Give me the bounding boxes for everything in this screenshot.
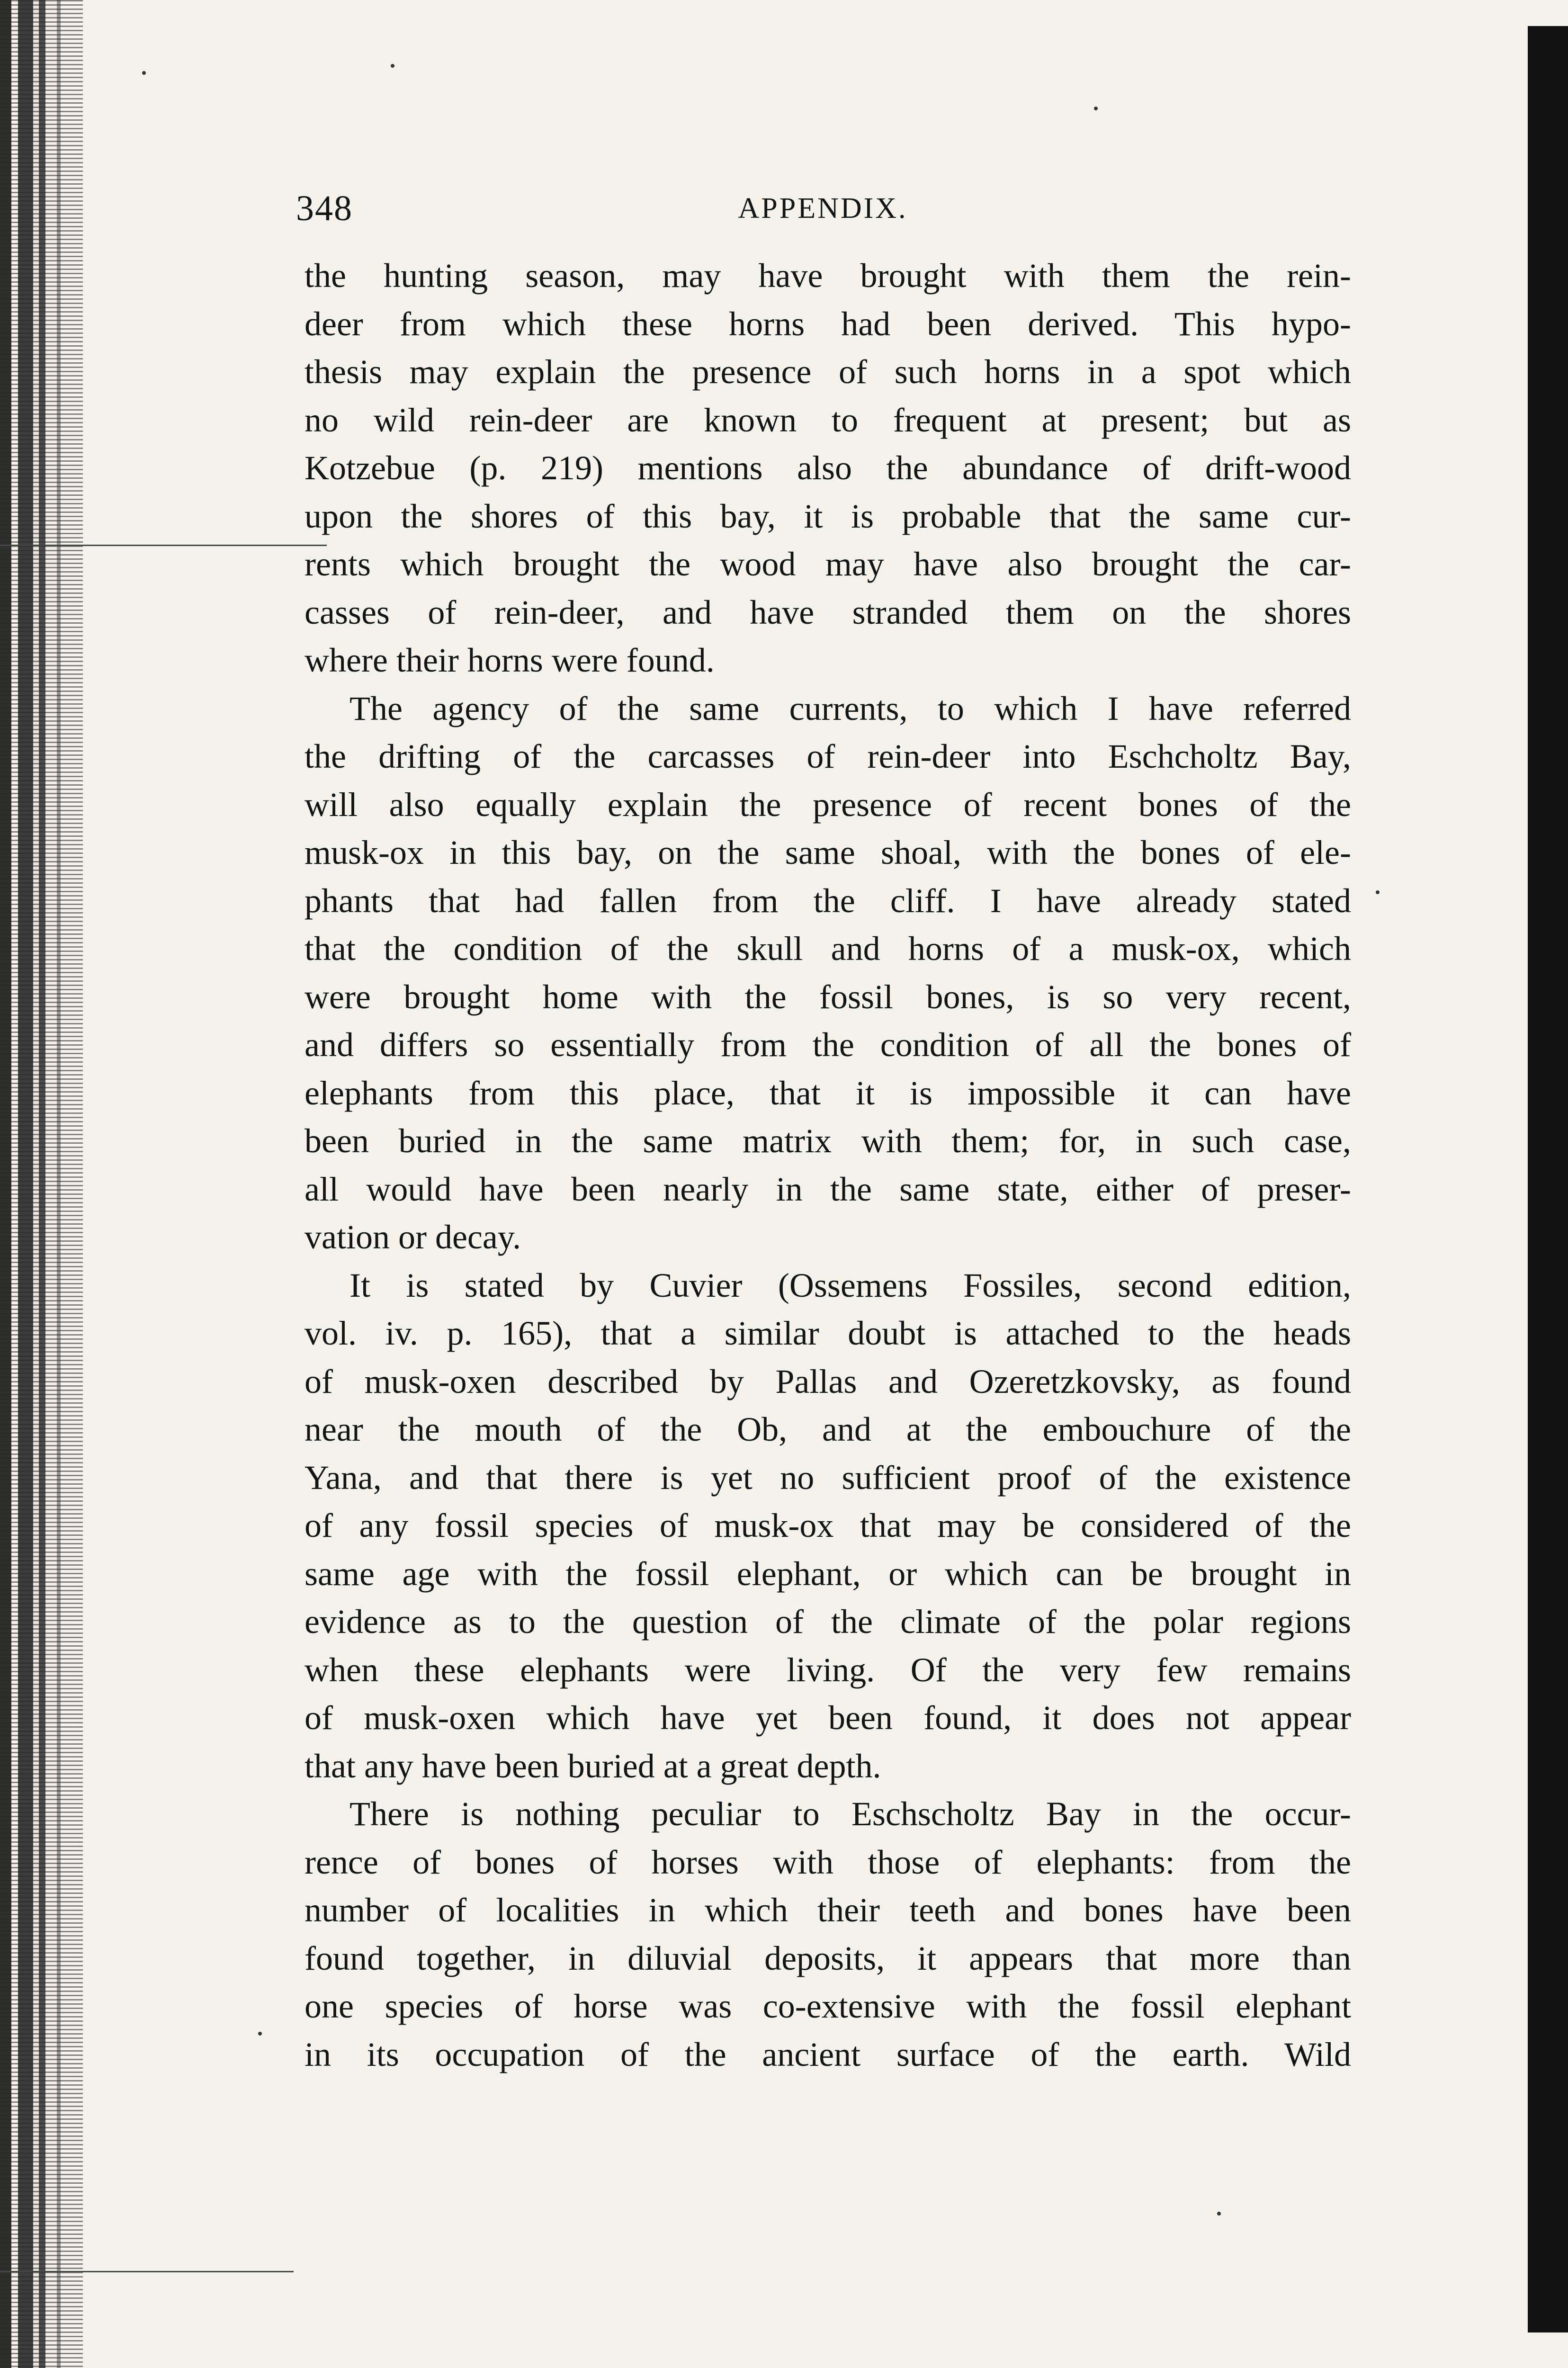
text-line: one species of horse was co-extensive with the fossil elephant <box>305 1987 1351 2025</box>
text-line: rents which brought the wood may have also brought the car- <box>305 545 1351 583</box>
text-line: same age with the fossil elephant, or which can be brought in <box>305 1554 1351 1593</box>
text-line: The agency of the same currents, to which I have referred <box>349 689 1351 727</box>
text-line: deer from which these horns had been derived. This hypo- <box>305 305 1351 343</box>
text-line: near the mouth of the Ob, and at the embouchure of the <box>305 1410 1351 1448</box>
text-line: the hunting season, may have brought with them the rein- <box>305 257 1351 295</box>
text-line: of musk-oxen described by Pallas and Ozeretzkovsky, as found <box>305 1362 1351 1400</box>
gutter-rule-top <box>0 545 327 546</box>
paragraph <box>305 1790 1351 2079</box>
text-line: vol. iv. p. 165), that a similar doubt is attached to the heads <box>305 1314 1351 1352</box>
paragraph <box>305 252 1351 685</box>
text-line: where their horns were found. <box>305 641 715 679</box>
text-line: when these elephants were living. Of the very few remains <box>305 1650 1351 1689</box>
scan-speck <box>391 64 394 68</box>
text-line: of any fossil species of musk-ox that may be considered of the <box>305 1507 1351 1544</box>
text-line: found together, in diluvial deposits, it appears that more than <box>305 1939 1351 1977</box>
body-text <box>305 252 1351 2079</box>
text-line: vation or decay. <box>305 1218 521 1256</box>
text-line: in its occupation of the ancient surface of the earth. Wild <box>305 2035 1351 2073</box>
text-line: all would have been nearly in the same state, either of preser- <box>305 1170 1351 1208</box>
text-line: upon the shores of this bay, it is probable that the same cur- <box>305 497 1351 535</box>
text-line: that the condition of the skull and horns of a musk-ox, which <box>305 930 1351 968</box>
text-line: Yana, and that there is yet no sufficient proof of the existence <box>305 1458 1351 1497</box>
text-line: rence of bones of horses with those of elephants: from the <box>305 1843 1351 1881</box>
text-line: phants that had fallen from the cliff. I have already stated <box>305 881 1351 920</box>
text-line: no wild rein-deer are known to frequent at present; but as <box>305 401 1351 439</box>
page-edge-shadow <box>1528 26 1568 2332</box>
page-header <box>296 182 1350 239</box>
scan-speck <box>258 2032 262 2036</box>
scan-speck <box>142 71 146 75</box>
text-line: musk-ox in this bay, on the same shoal, with the bones of ele- <box>305 834 1351 871</box>
paragraph <box>305 685 1351 1262</box>
gutter-rule-bottom <box>0 2271 294 2272</box>
text-line: There is nothing peculiar to Eschscholtz Bay in the occur- <box>349 1795 1351 1833</box>
running-head: APPENDIX. <box>738 192 908 224</box>
text-line: the drifting of the carcasses of rein-deer into Eschcholtz Bay, <box>305 737 1351 775</box>
text-line: evidence as to the question of the climate of the polar regions <box>305 1603 1351 1641</box>
text-line: and differs so essentially from the condition of all the bones of <box>305 1026 1351 1064</box>
scan-speck <box>1094 107 1098 110</box>
text-line: Kotzebue (p. 219) mentions also the abundance of drift-wood <box>305 449 1351 487</box>
binding-gutter <box>0 0 83 2368</box>
paragraph <box>305 1262 1351 1791</box>
text-line: number of localities in which their teeth and bones have been <box>305 1891 1351 1929</box>
text-line: that any have been buried at a great depth. <box>305 1747 881 1785</box>
text-line: were brought home with the fossil bones, is so very recent, <box>305 978 1351 1016</box>
text-line: elephants from this place, that it is impossible it can have <box>305 1074 1351 1112</box>
text-line: It is stated by Cuvier (Ossemens Fossiles, second edition, <box>349 1266 1351 1304</box>
text-line: will also equally explain the presence of recent bones of the <box>305 785 1351 824</box>
scan-speck <box>1376 890 1380 894</box>
scan-speck <box>1217 2212 1221 2216</box>
text-line: of musk-oxen which have yet been found, it does not appear <box>305 1699 1351 1737</box>
text-line: been buried in the same matrix with them; for, in such case, <box>305 1122 1351 1160</box>
text-line: thesis may explain the presence of such horns in a spot which <box>305 353 1351 391</box>
page-number: 348 <box>296 188 353 228</box>
text-line: casses of rein-deer, and have stranded them on the shores <box>305 593 1351 631</box>
